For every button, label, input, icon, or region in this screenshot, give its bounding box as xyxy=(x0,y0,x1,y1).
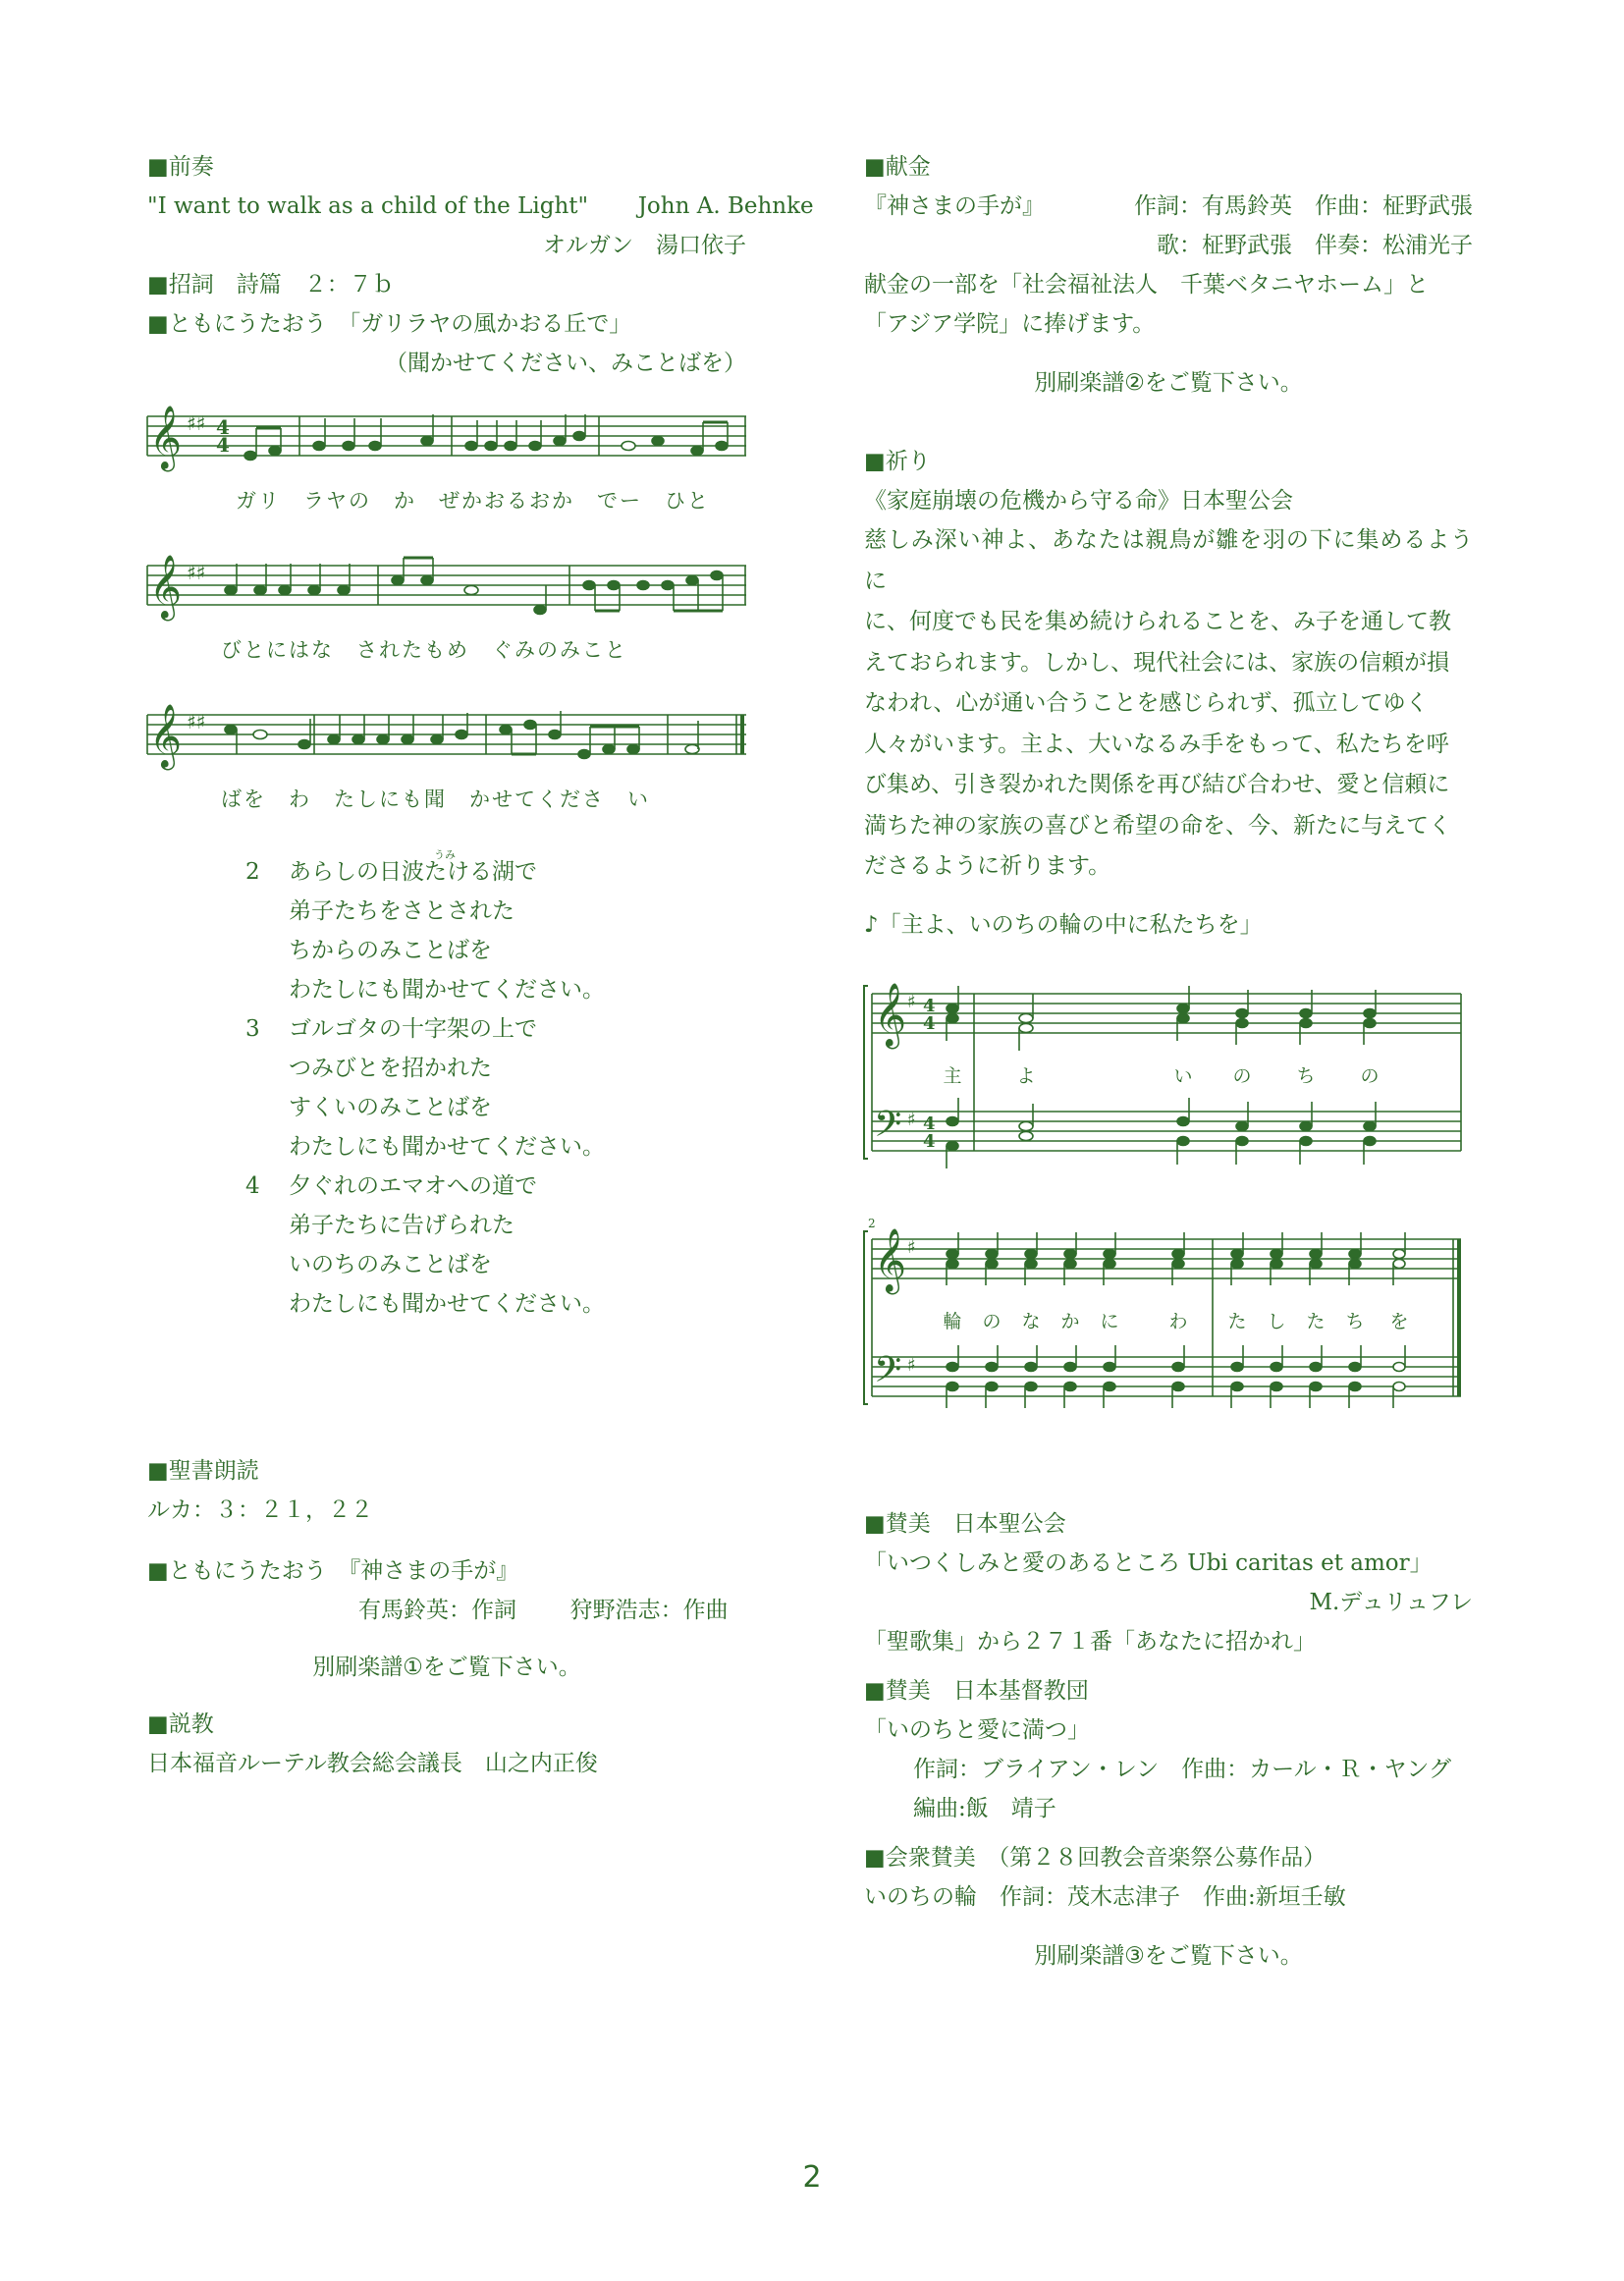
note-head xyxy=(1025,1249,1037,1258)
note-head xyxy=(986,1362,998,1371)
score-lyric: の xyxy=(982,1310,1001,1332)
verse-line: ゴルゴタの十字架の上で xyxy=(289,1016,537,1042)
prayer-title: 《家庭崩壊の危機から守る命》日本聖公会 xyxy=(864,488,1293,514)
score-lyric: を xyxy=(1389,1310,1409,1332)
score-lyric: よ xyxy=(1016,1064,1036,1087)
praise2-credit1: 作詞：ブライアン・レン 作曲：カール・Ｒ・ヤング xyxy=(913,1756,1451,1782)
note-head xyxy=(1064,1382,1076,1390)
praise1-note: 「聖歌集」から２７１番「あなたに招かれ」 xyxy=(864,1628,1316,1655)
reading-heading: ■聖書朗読 xyxy=(147,1458,259,1484)
note-head xyxy=(1310,1249,1322,1258)
note-head xyxy=(1064,1249,1076,1258)
prayer-line: び集め、引き裂かれた関係を再び結び合わせ、愛と信頼に xyxy=(864,772,1450,797)
prelude-line xyxy=(147,187,814,226)
congregation-text: いのちの輪 作詞：茂木志津子 作曲:新垣壬敏 xyxy=(864,1883,1346,1910)
note-head xyxy=(1310,1362,1322,1371)
svg-text:𝄢: 𝄢 xyxy=(874,1103,902,1154)
note-head xyxy=(1349,1382,1361,1390)
prayer-heading: ■祈り xyxy=(864,449,931,474)
praise1-title: 「いつくしみと愛のあるところ Ubi caritas et amor」 xyxy=(864,1549,1433,1576)
verse-line: わたしにも聞かせてください。 xyxy=(289,1291,605,1317)
verse-line: 弟子たちに告げられた xyxy=(289,1213,514,1238)
hymn2-credits xyxy=(147,1591,746,1630)
note-head xyxy=(1172,1382,1184,1390)
left-column xyxy=(147,147,814,1783)
verse-number: 3 xyxy=(245,1016,260,1042)
right-column xyxy=(864,147,1473,1976)
verse-number: 4 xyxy=(245,1173,260,1199)
note-head xyxy=(1025,1259,1037,1268)
score-lyric: ち xyxy=(1296,1064,1316,1087)
svg-text:♯: ♯ xyxy=(907,1354,916,1376)
svg-text:♯♯: ♯♯ xyxy=(187,561,206,584)
prelude-title: "I want to walk as a child of the Light" xyxy=(147,193,589,219)
note-head xyxy=(1349,1362,1361,1371)
note-head xyxy=(1104,1362,1115,1371)
svg-text:♯: ♯ xyxy=(907,1236,916,1258)
note-head xyxy=(1310,1382,1322,1390)
sermon-heading: ■説教 xyxy=(147,1711,214,1737)
congregation-note: 別刷楽譜③をご覧下さい。 xyxy=(1034,1942,1303,1969)
score-lyric: 主 xyxy=(943,1064,962,1087)
score-lyric: な xyxy=(1021,1310,1041,1332)
prayer-line: えておられます。しかし、現代社会には、家族の信頼が損 xyxy=(864,649,1450,676)
verse-line: 夕ぐれのエマオへの道で xyxy=(289,1173,537,1199)
melody-staff-1 xyxy=(147,407,746,475)
note-head xyxy=(1064,1362,1076,1371)
note-head xyxy=(1271,1259,1282,1268)
melody-staff-3 xyxy=(147,705,746,774)
score-lyric: か xyxy=(1060,1310,1080,1332)
offering-song: 『神さまの手が』 xyxy=(864,193,1045,219)
prelude-heading: ■前奏 xyxy=(147,154,214,180)
note-head xyxy=(986,1249,998,1258)
note-head xyxy=(947,1249,958,1258)
offering-song-line xyxy=(864,187,1473,226)
praise2-title: 「いのちと愛に満つ」 xyxy=(864,1716,1090,1743)
svg-text:𝄞: 𝄞 xyxy=(149,555,183,619)
prayer-line: 慈しみ深い神よ、あなたは親鳥が雛を羽の下に集めるように xyxy=(864,527,1474,594)
praise2-credit2: 編曲:飯 靖子 xyxy=(913,1795,1056,1821)
note-head xyxy=(1393,1362,1405,1371)
svg-text:♯♯: ♯♯ xyxy=(187,411,206,435)
offering-note: 別刷楽譜②をご覧下さい。 xyxy=(1034,370,1303,396)
choral-score-1 xyxy=(864,984,1463,1180)
hymn1-lyrics-3: ばを わ たしにも聞 かせてくださ い xyxy=(221,787,650,811)
svg-text:4: 4 xyxy=(923,1130,936,1152)
score-lyric: し xyxy=(1267,1310,1286,1332)
hymn1-lyrics-2: びとにはな されたもめ ぐみのみこと xyxy=(221,638,627,662)
melody-staff-2 xyxy=(147,556,746,625)
note-head xyxy=(1064,1259,1076,1268)
praise2-heading: ■賛美 日本基督教団 xyxy=(864,1677,1089,1704)
note-head xyxy=(1393,1382,1405,1390)
verse-line: わたしにも聞かせてください。 xyxy=(289,977,605,1003)
note-head xyxy=(1271,1362,1282,1371)
prayer-line: に、何度でも民を集め続けられることを、み子を通して教 xyxy=(864,609,1451,634)
verse-4 xyxy=(245,1167,746,1324)
svg-text:♯♯: ♯♯ xyxy=(187,710,206,733)
note-head xyxy=(1271,1249,1282,1258)
prayer-line: 満ちた神の家族の喜びと希望の命を、今、新たに与えてく xyxy=(864,812,1451,839)
prayer-line: 人々がいます。主よ、大いなるみ手をもって、私たちを呼 xyxy=(864,731,1449,757)
offering-text2: 「アジア学院」に捧げます。 xyxy=(864,311,1156,337)
note-head xyxy=(1104,1382,1115,1390)
svg-text:𝄢: 𝄢 xyxy=(874,1348,902,1399)
page-number: 2 xyxy=(802,2160,822,2195)
score-lyric: た xyxy=(1227,1310,1247,1332)
svg-text:𝄞: 𝄞 xyxy=(874,1227,907,1292)
prelude-organ: オルガン 湯口依子 xyxy=(543,233,746,258)
note-head xyxy=(1231,1362,1243,1371)
verse-number: 2 xyxy=(245,859,260,885)
note-head xyxy=(1271,1382,1282,1390)
score-lyric: の xyxy=(1360,1064,1380,1087)
verse-3 xyxy=(245,1009,746,1167)
note-head xyxy=(1172,1362,1184,1371)
svg-text:4: 4 xyxy=(923,1113,936,1134)
score-lyric: の xyxy=(1232,1064,1252,1087)
svg-text:4: 4 xyxy=(216,433,230,457)
verse-line: つみびとを招かれた xyxy=(289,1056,492,1081)
verse-line: あらしの日波たける湖で xyxy=(289,859,537,885)
reading-text: ルカ：３：２１，２２ xyxy=(147,1497,373,1523)
score-lyric: ち xyxy=(1345,1310,1365,1332)
svg-text:♯: ♯ xyxy=(907,1109,916,1130)
note-head xyxy=(1172,1249,1184,1258)
note-head xyxy=(1231,1249,1243,1258)
choral-score-2 xyxy=(864,1216,1463,1426)
verse-2 xyxy=(245,848,746,1009)
note-head xyxy=(947,1362,958,1371)
note-head xyxy=(1349,1249,1361,1258)
ruby-umi: うみ xyxy=(434,848,456,861)
verse-line: わたしにも聞かせてください。 xyxy=(289,1134,605,1160)
score-lyric: 輪 xyxy=(943,1310,962,1332)
prayer-line: ださるように祈ります。 xyxy=(864,853,1111,879)
prayer-song: ♪「主よ、いのちの輪の中に私たちを」 xyxy=(864,911,1263,938)
note-head xyxy=(1025,1382,1037,1390)
prelude-composer: John A. Behnke xyxy=(637,193,814,219)
note-head xyxy=(1393,1259,1405,1268)
verse-line: 弟子たちをさとされた xyxy=(289,898,514,924)
offering-heading: ■献金 xyxy=(864,154,931,180)
verse-line: すくいのみことばを xyxy=(289,1095,492,1120)
note-head xyxy=(1231,1259,1243,1268)
praise1-heading: ■賛美 日本聖公会 xyxy=(864,1510,1066,1537)
prayer-line: なわれ、心が通い合うことを感じられず、孤立してゆく xyxy=(864,690,1429,716)
hymn1-subtitle: （聞かせてください、みことばを） xyxy=(385,351,746,376)
note-head xyxy=(1349,1259,1361,1268)
svg-text:4: 4 xyxy=(923,1012,936,1034)
hymn2-composer: 狩野浩志：作曲 xyxy=(569,1598,729,1623)
score-lyric: い xyxy=(1173,1064,1193,1087)
hymn1-heading: ■ともにうたおう 「ガリラヤの風かおる丘で」 xyxy=(147,311,632,337)
note-head xyxy=(1172,1259,1184,1268)
score-lyric: た xyxy=(1306,1310,1326,1332)
measure-number: 2 xyxy=(868,1216,876,1230)
score-lyric: わ xyxy=(1168,1310,1188,1332)
praise1-composer: M.デュリュフレ xyxy=(1309,1589,1473,1615)
svg-text:4: 4 xyxy=(923,995,936,1016)
hymn2-lyricist: 有馬鈴英：作詞 xyxy=(358,1598,516,1623)
note-head xyxy=(986,1382,998,1390)
note-head xyxy=(947,1259,958,1268)
note-head xyxy=(1104,1259,1115,1268)
note-head xyxy=(986,1259,998,1268)
note-head xyxy=(1231,1382,1243,1390)
note-head xyxy=(1310,1259,1322,1268)
svg-text:♯: ♯ xyxy=(907,991,916,1012)
svg-text:𝄞: 𝄞 xyxy=(874,982,907,1047)
hymn1-lyrics-1: ガリ ラヤの か ぜかおるおか でー ひと xyxy=(236,489,710,513)
score-lyric: に xyxy=(1100,1310,1119,1332)
note-head xyxy=(947,1382,958,1390)
sermon-text: 日本福音ルーテル教会総会議長 山之内正俊 xyxy=(147,1751,598,1776)
offering-credit1: 作詞：有馬鈴英 作曲：柾野武張 xyxy=(1134,193,1473,219)
note-head xyxy=(1025,1362,1037,1371)
hymn2-heading: ■ともにうたおう 『神さまの手が』 xyxy=(147,1558,519,1584)
hymn2-note: 別刷楽譜①をご覧下さい。 xyxy=(312,1655,581,1680)
prayer-body xyxy=(864,520,1473,888)
call-heading: ■招詞 詩篇 ２：７ｂ xyxy=(147,272,395,298)
verse-line: ちからのみことばを xyxy=(289,938,492,963)
congregation-heading: ■会衆賛美 （第２８回教会音楽祭公募作品） xyxy=(864,1844,1326,1871)
offering-text1: 献金の一部を「社会福祉法人 千葉ベタニヤホーム」と xyxy=(864,272,1429,298)
svg-text:4: 4 xyxy=(216,415,230,439)
note-head xyxy=(1393,1249,1405,1258)
note-head xyxy=(1104,1249,1115,1258)
verse-line: いのちのみことばを xyxy=(289,1252,492,1277)
svg-text:𝄞: 𝄞 xyxy=(149,406,183,469)
svg-text:𝄞: 𝄞 xyxy=(149,704,183,768)
offering-credit2: 歌：柾野武張 伴奏：松浦光子 xyxy=(1157,233,1473,258)
verses xyxy=(147,848,746,1324)
